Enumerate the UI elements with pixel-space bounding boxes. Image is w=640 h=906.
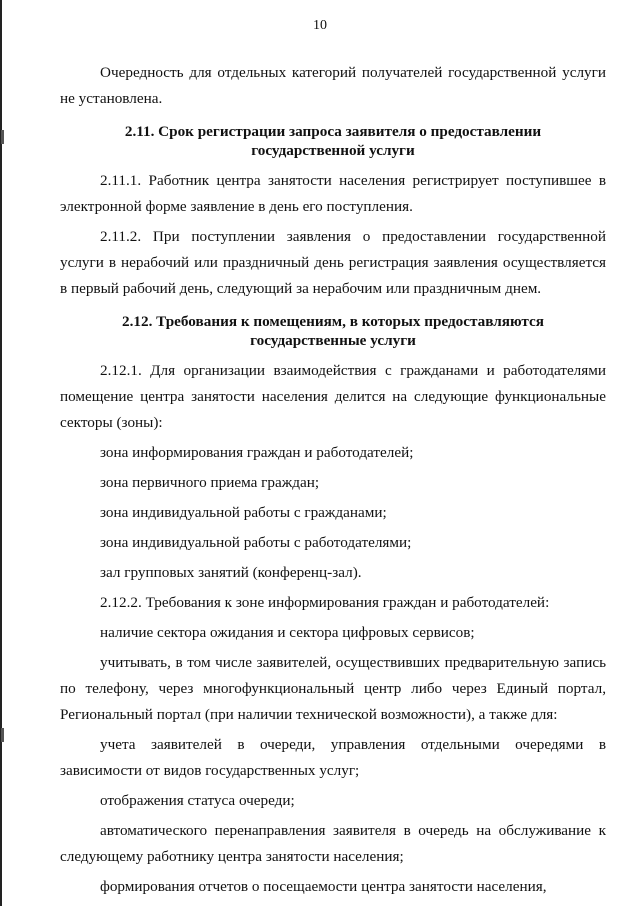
zone-item: зона индивидуальной работы с работодателями; [100, 534, 412, 551]
paragraph-2-12-2: 2.12.2. Требования к зоне информирования граждан и работодателей: [100, 594, 550, 611]
paragraph-queue-accounting: учитывать, в том числе заявителей, осуществивших предварительную запись по телефону, через многофункциональный центр либо через Единый портал, Региональный портал (при наличии технической возможности), а также для: [60, 654, 606, 723]
section-2-11-heading: 2.11. Срок регистрации запроса заявителя о предоставлении государственной услуги [124, 123, 542, 159]
page-number: 10 [313, 18, 327, 33]
zone-item: зона индивидуальной работы с гражданами; [100, 504, 387, 521]
zone-item: зал групповых занятий (конференц-зал). [100, 564, 362, 581]
paragraph-2-11-1: 2.11.1. Работник центра занятости населения регистрирует поступившее в электронной форме заявление в день его поступления. [60, 172, 606, 215]
paragraph-auto-redirect: автоматического перенаправления заявителя в очередь на обслуживание к следующему работнику центра занятости населения; [60, 822, 606, 865]
paragraph-queue-management: учета заявителей в очереди, управления отдельными очередями в зависимости от видов государственных услуг; [60, 736, 606, 779]
paragraph-queue-status: отображения статуса очереди; [100, 792, 295, 809]
paragraph-reports: формирования отчетов о посещаемости центра занятости населения, [100, 878, 547, 895]
intro-paragraph: Очередность для отдельных категорий получателей государственной услуги не установлена. [60, 64, 606, 107]
scan-edge-mark [1, 130, 4, 144]
document-body [60, 60, 606, 904]
paragraph-waiting-sector: наличие сектора ожидания и сектора цифровых сервисов; [100, 624, 475, 641]
paragraph-2-11-2: 2.11.2. При поступлении заявления о предоставлении государственной услуги в нерабочий или праздничный день регистрация заявления осуществляется в первый рабочий день, следующий за нерабочим или праздничным днем. [60, 228, 606, 297]
scan-edge-mark [1, 728, 4, 742]
paragraph-2-12-1: 2.12.1. Для организации взаимодействия с гражданами и работодателями помещение центра занятости населения делится на следующие функциональные секторы (зоны): [60, 362, 606, 431]
zone-item: зона первичного приема граждан; [100, 474, 320, 491]
zone-item: зона информирования граждан и работодателей; [100, 444, 414, 461]
section-2-12-heading: 2.12. Требования к помещениям, в которых предоставляются государственные услуги [122, 313, 544, 349]
